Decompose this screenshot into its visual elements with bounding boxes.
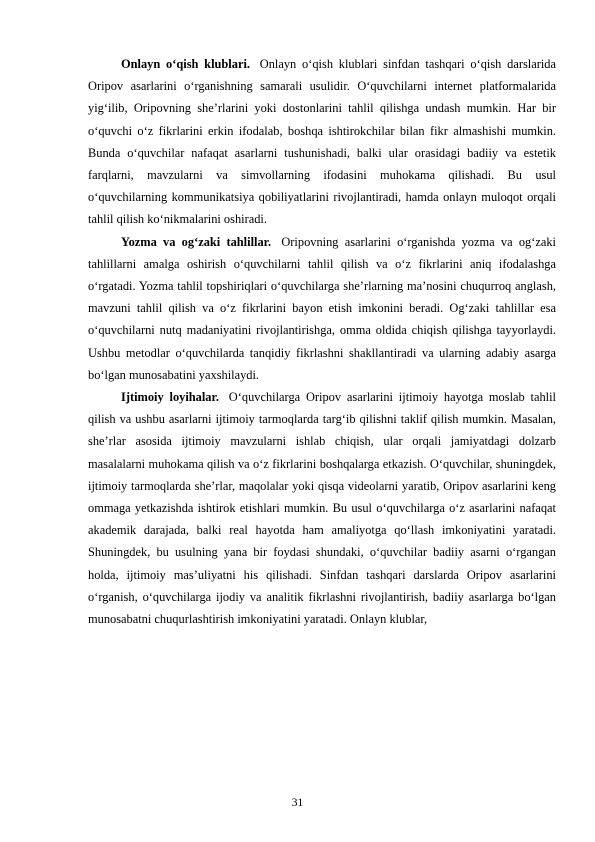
paragraph-heading: Ijtimoiy loyihalar. <box>121 390 219 405</box>
paragraph-written-oral-analysis <box>88 231 556 386</box>
paragraph-text: O‘quvchilarga Oripov asarlarini ijtimoiy hayotga moslab tahlil qilish va ushbu asarlarni ijtimoiy tarmoqlarda targ‘ib qilishni taklif qilish mumkin. Masalan, she’rlar asosida ijtimoiy mavzularni ishlab chiqish, ular orqali jamiyatdagi dolzarb masalalarni muhokama qilish va o‘z fikrlarini boshqalarga etkazish. O‘quvchilar, shuningdek, ijtimoiy tarmoqlarda she’rlar, maqolalar yoki qisqa videolarni yaratib, Oripov asarlarini keng ommaga yetkazishda ishtirok etishlari mumkin. Bu usul o‘quvchilarga o‘z asarlarini nafaqat akademik darajada, balki real hayotda ham amaliyotga qo‘llash imkoniyatini yaratadi. Shuningdek, bu usulning yana bir foydasi shundaki, o‘quvchilar badiiy asarni o‘rgangan holda, ijtimoiy mas’uliyatni his qilishadi. Sinfdan tashqari darslarda Oripov asarlarini o‘rganish, o‘quvchilarga ijodiy va analitik fikrlashni rivojlantirish, badiiy asarlarga bo‘lgan munosabatni chuqurlashtirish imkoniyatini yaratadi. Onlayn klublar, <box>88 390 556 627</box>
document-body <box>88 53 556 630</box>
paragraph-online-reading-clubs <box>88 53 556 231</box>
paragraph-heading: Onlayn o‘qish klublari. <box>121 57 250 71</box>
paragraph-text: Onlayn o‘qish klublari sinfdan tashqari o‘qish darslarida Oripov asarlarini o‘rganishning samarali usulidir. O‘quvchilarni internet platformalarida yig‘ilib, Oripovning she’rlarini yoki dostonlarini tahlil qilishga undash mumkin. Har bir o‘quvchi o‘z fikrlarini erkin ifodalab, boshqa ishtirokchilar bilan fikr almashishi mumkin. Bunda o‘quvchilar nafaqat asarlarni tushunishadi, balki ular orasidagi badiiy va estetik farqlarni, mavzularni va simvollarning ifodasini muhokama qilishadi. Bu usul o‘quvchilarning kommunikatsiya qobiliyatlarini rivojlantiradi, hamda onlayn muloqot orqali tahlil qilish ko‘nikmalarini oshiradi. <box>88 57 556 227</box>
paragraph-social-projects <box>88 386 556 630</box>
page-number: 31 <box>291 797 304 809</box>
paragraph-heading: Yozma va og‘zaki tahlillar. <box>121 234 272 249</box>
paragraph-text: Oripovning asarlarini o‘rganishda yozma va og‘zaki tahlillarni amalga oshirish o‘quvchilarni tahlil qilish va o‘z fikrlarini aniq ifodalashga o‘rgatadi. Yozma tahlil topshiriqlari o‘quvchilarga she’rlarning ma’nosini chuqurroq anglash, mavzuni tahlil qilish va o‘z fikrlarini bayon etish imkonini beradi. Og‘zaki tahlillar esa o‘quvchilarni nutq madaniyatini rivojlantirishga, omma oldida chiqish qilishga tayyorlaydi. Ushbu metodlar o‘quvchilarda tanqidiy fikrlashni shakllantiradi va ularning adabiy asarga bo‘lgan munosabatini yaxshilaydi. <box>88 234 556 382</box>
